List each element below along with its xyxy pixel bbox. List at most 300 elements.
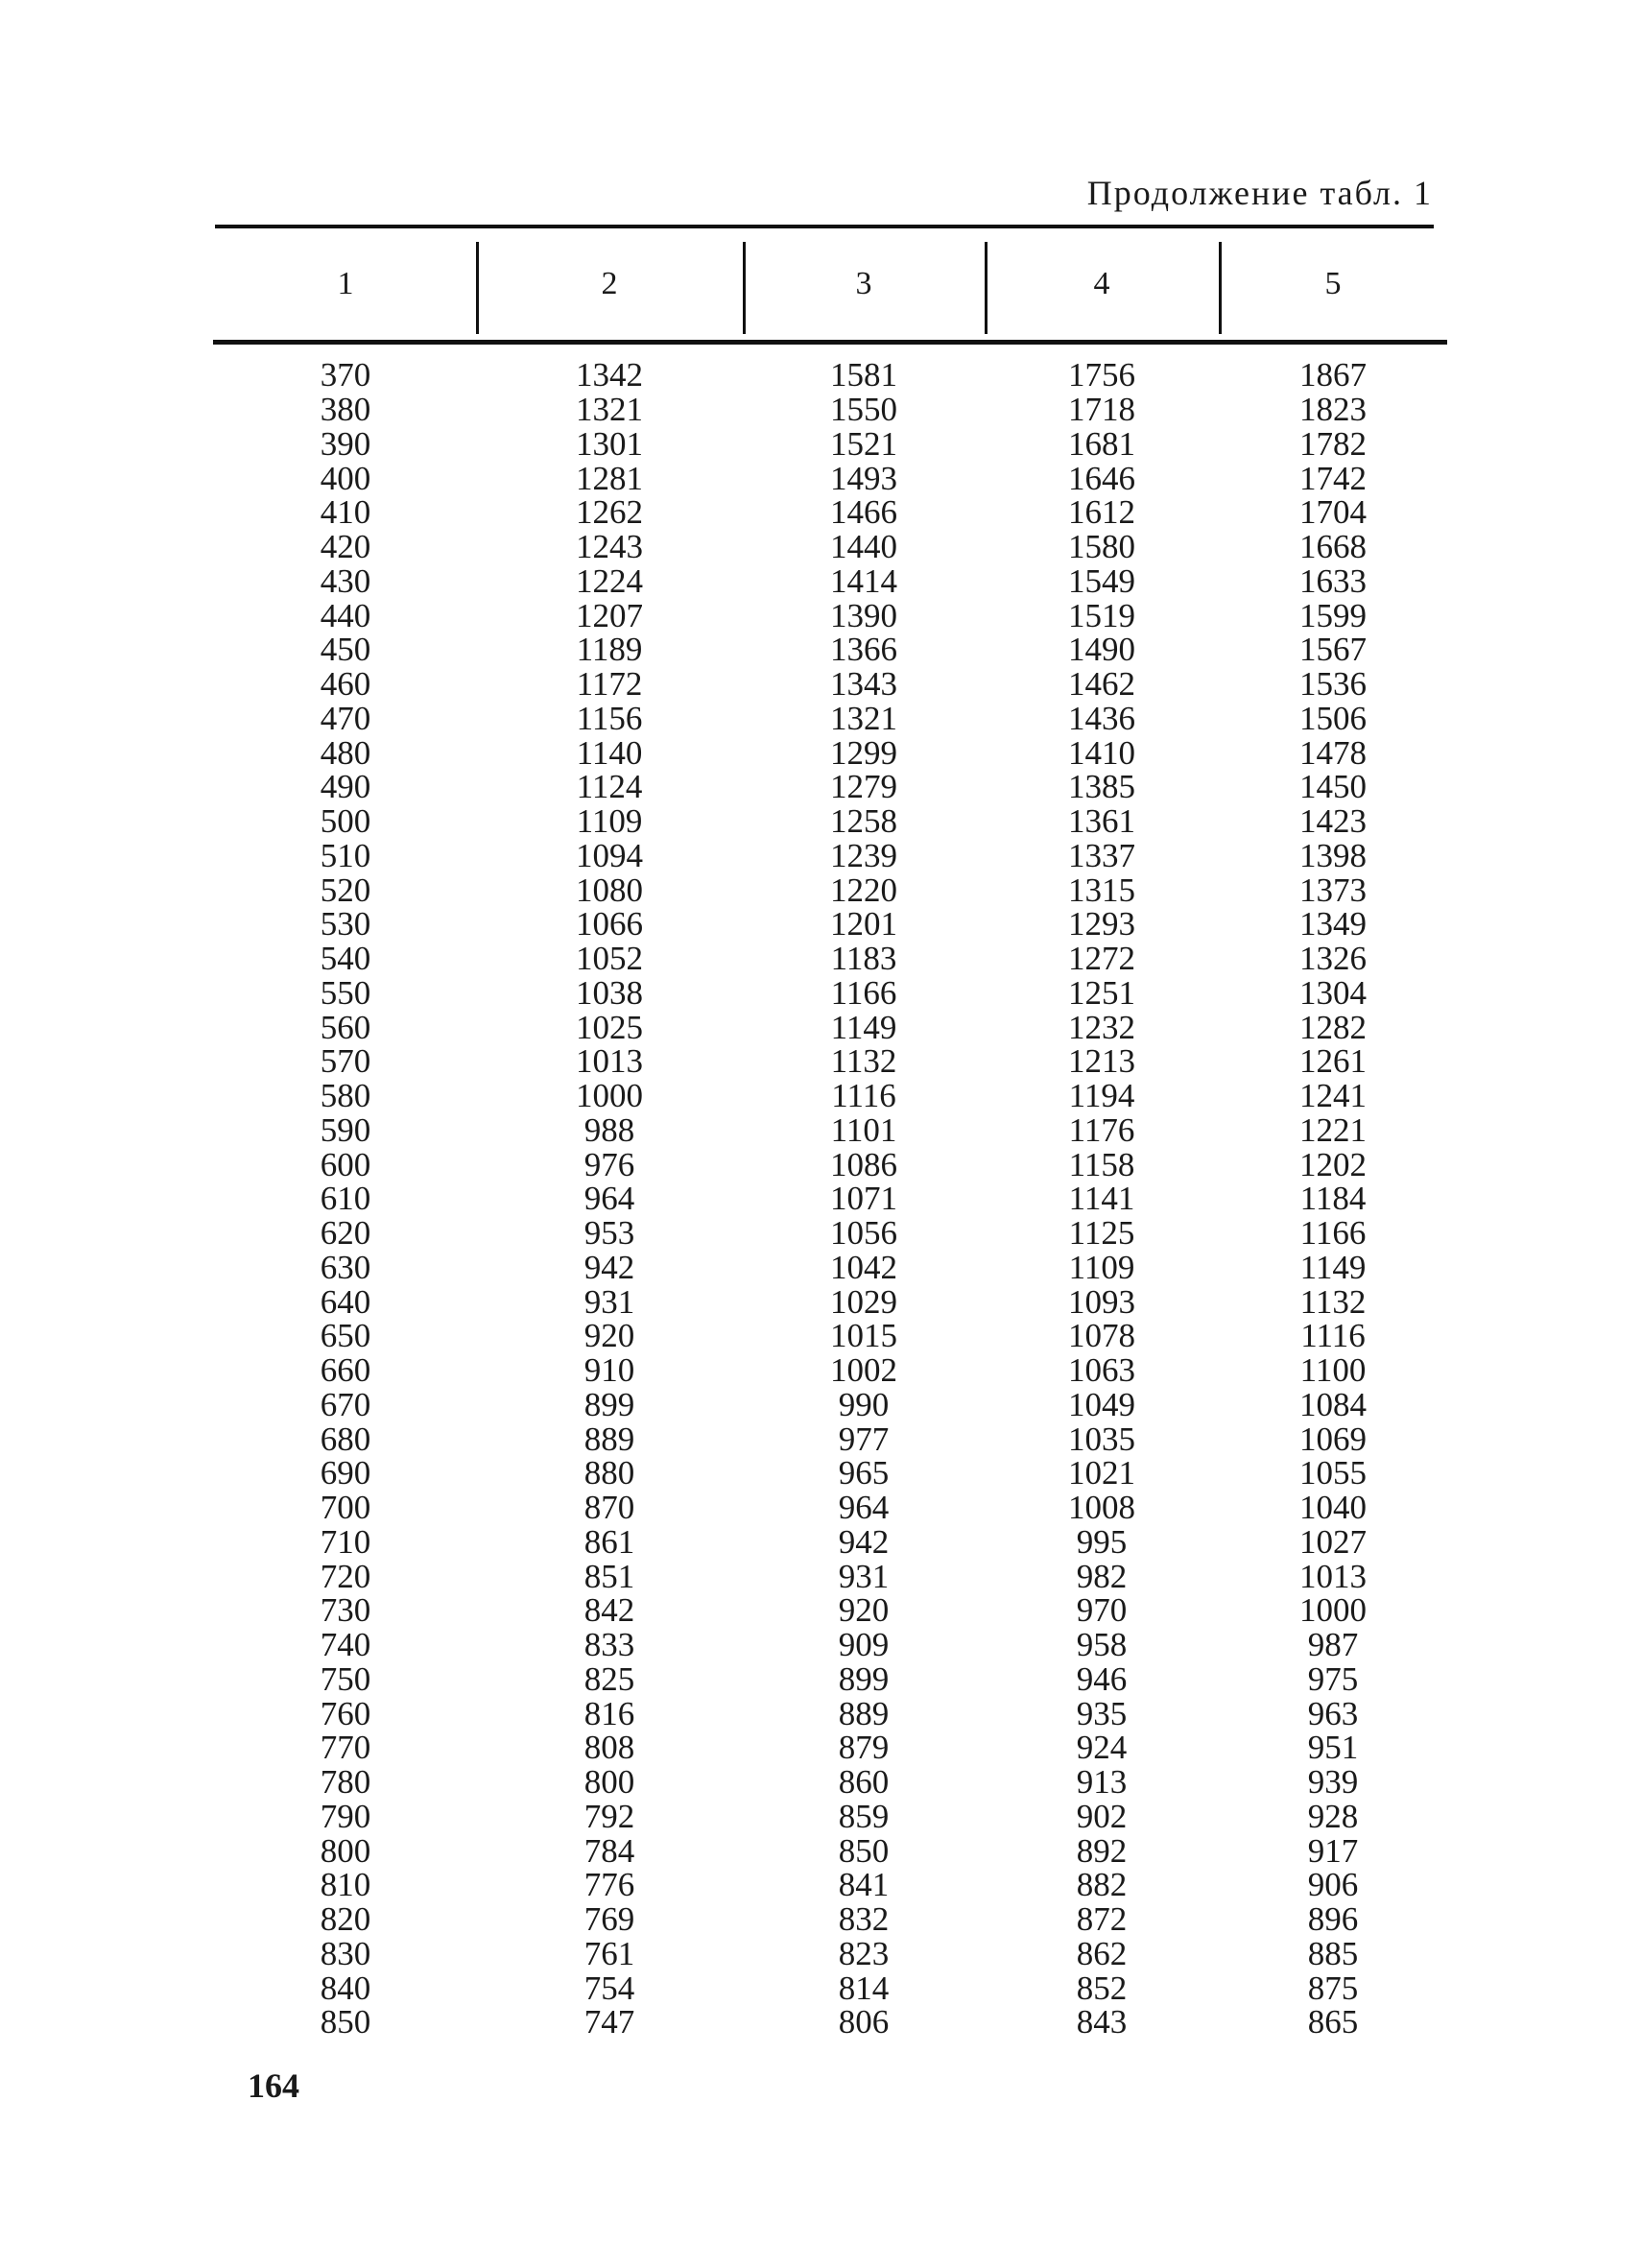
table-row — [215, 1147, 1447, 1182]
table-cell-col-4: 1158 — [1068, 1145, 1135, 1183]
table-cell-col-3: 1493 — [830, 459, 897, 497]
table-cell-col-2: 1080 — [576, 871, 643, 909]
table-cell-col-5: 1282 — [1299, 1008, 1367, 1046]
table-cell-col-5: 987 — [1307, 1626, 1359, 1664]
table-cell-col-3: 1086 — [830, 1145, 897, 1183]
table-cell-col-2: 769 — [583, 1900, 635, 1939]
table-cell-col-1: 560 — [320, 1008, 371, 1046]
table-cell-col-1: 750 — [320, 1659, 371, 1698]
table-cell-col-5: 1149 — [1299, 1248, 1367, 1286]
table-row — [215, 1353, 1447, 1388]
table-cell-col-5: 963 — [1307, 1694, 1359, 1732]
table-cell-col-4: 935 — [1076, 1694, 1128, 1732]
table-row — [215, 633, 1447, 667]
table-cell-col-4: 862 — [1076, 1934, 1128, 1972]
table-cell-col-4: 1436 — [1068, 699, 1135, 737]
table-cell-col-1: 490 — [320, 768, 371, 806]
table-cell-col-3: 1056 — [830, 1214, 897, 1253]
table-cell-col-5: 1221 — [1299, 1110, 1367, 1149]
table-cell-col-2: 1066 — [576, 905, 643, 943]
table-row — [215, 1010, 1447, 1044]
table-cell-col-5: 1116 — [1300, 1317, 1366, 1355]
table-cell-col-1: 710 — [320, 1522, 371, 1561]
table-row — [215, 424, 1447, 463]
table-row — [215, 393, 1447, 427]
table-row — [215, 598, 1447, 633]
table-cell-col-5: 1599 — [1299, 596, 1367, 634]
table-row — [215, 561, 1447, 600]
table-cell-col-1: 480 — [320, 733, 371, 772]
table-cell-col-5: 1202 — [1299, 1145, 1367, 1183]
table-row — [215, 1559, 1447, 1593]
table-row — [215, 1319, 1447, 1353]
table-cell-col-3: 1440 — [830, 528, 897, 566]
table-row — [215, 358, 1447, 393]
table-cell-col-3: 1042 — [830, 1248, 897, 1286]
table-cell-col-2: 1243 — [576, 528, 643, 566]
table-cell-col-2: 899 — [583, 1385, 635, 1423]
table-cell-col-3: 1239 — [830, 836, 897, 874]
table-cell-col-2: 880 — [583, 1454, 635, 1492]
table-cell-col-1: 380 — [320, 391, 371, 429]
table-cell-col-5: 875 — [1307, 1969, 1359, 2007]
table-cell-col-5: 1304 — [1299, 973, 1367, 1012]
table-row — [215, 1110, 1447, 1149]
table-cell-col-3: 1343 — [830, 665, 897, 704]
table-cell-col-5: 975 — [1307, 1659, 1359, 1698]
table-cell-col-2: 825 — [583, 1659, 635, 1698]
table-cell-col-4: 1035 — [1068, 1420, 1135, 1458]
table-cell-col-2: 1156 — [576, 699, 643, 737]
table-row — [215, 1934, 1447, 1972]
column-header-2: 2 — [476, 228, 743, 340]
table-cell-col-2: 920 — [583, 1317, 635, 1355]
table-cell-col-4: 1194 — [1068, 1077, 1135, 1115]
table-cell-col-1: 570 — [320, 1042, 371, 1081]
table-cell-col-5: 1166 — [1299, 1214, 1367, 1253]
table-cell-col-4: 995 — [1076, 1522, 1128, 1561]
table-row — [215, 907, 1447, 942]
table-cell-col-4: 1093 — [1068, 1282, 1135, 1321]
table-cell-col-3: 977 — [838, 1420, 890, 1458]
table-cell-col-4: 924 — [1076, 1729, 1128, 1767]
table-cell-col-4: 882 — [1076, 1866, 1128, 1904]
table-cell-col-4: 1272 — [1068, 940, 1135, 978]
table-cell-col-4: 958 — [1076, 1626, 1128, 1664]
table-cell-col-2: 1224 — [576, 561, 643, 600]
column-header-4: 4 — [985, 228, 1219, 340]
table-cell-col-3: 1366 — [830, 631, 897, 669]
table-cell-col-3: 1183 — [830, 940, 897, 978]
table-cell-col-5: 1241 — [1299, 1077, 1367, 1115]
table-cell-col-1: 650 — [320, 1317, 371, 1355]
table-cell-col-4: 872 — [1076, 1900, 1128, 1939]
table-cell-col-2: 1025 — [576, 1008, 643, 1046]
column-header-3: 3 — [743, 228, 985, 340]
table-cell-col-5: 1536 — [1299, 665, 1367, 704]
table-row — [215, 735, 1447, 770]
table-cell-col-3: 889 — [838, 1694, 890, 1732]
table-cell-col-1: 680 — [320, 1420, 371, 1458]
table-row — [215, 804, 1447, 839]
table-row — [215, 1522, 1447, 1561]
table-row — [215, 1833, 1447, 1868]
table-cell-col-4: 970 — [1076, 1591, 1128, 1630]
table-cell-col-3: 1279 — [830, 768, 897, 806]
table-cell-col-1: 520 — [320, 871, 371, 909]
table-cell-col-2: 747 — [583, 2003, 635, 2041]
table-cell-col-1: 500 — [320, 802, 371, 841]
table-cell-col-2: 976 — [583, 1145, 635, 1183]
table-cell-col-3: 1390 — [830, 596, 897, 634]
table-row — [215, 1182, 1447, 1216]
table-row — [215, 495, 1447, 530]
table-cell-col-4: 982 — [1076, 1557, 1128, 1595]
table-cell-col-2: 1342 — [576, 356, 643, 394]
table-row — [215, 1731, 1447, 1765]
table-row — [215, 1216, 1447, 1251]
table-cell-col-3: 931 — [838, 1557, 890, 1595]
table-cell-col-5: 928 — [1307, 1797, 1359, 1835]
table-cell-col-2: 1000 — [576, 1077, 643, 1115]
table-row — [215, 1868, 1447, 1902]
table-cell-col-4: 1756 — [1068, 356, 1135, 394]
table-cell-col-4: 1462 — [1068, 665, 1135, 704]
table-cell-col-3: 859 — [838, 1797, 890, 1835]
table-row — [215, 1696, 1447, 1731]
table-cell-col-2: 792 — [583, 1797, 635, 1835]
table-row — [215, 1248, 1447, 1286]
table-cell-col-1: 600 — [320, 1145, 371, 1183]
table-cell-col-5: 1000 — [1299, 1591, 1367, 1630]
table-cell-col-1: 540 — [320, 940, 371, 978]
table-cell-col-2: 1094 — [576, 836, 643, 874]
table-cell-col-2: 953 — [583, 1214, 635, 1253]
table-cell-col-5: 896 — [1307, 1900, 1359, 1939]
table-cell-col-2: 754 — [583, 1969, 635, 2007]
table-cell-col-5: 917 — [1307, 1831, 1359, 1870]
table-cell-col-1: 400 — [320, 459, 371, 497]
table-cell-col-3: 1015 — [830, 1317, 897, 1355]
table-cell-col-5: 951 — [1307, 1729, 1359, 1767]
table-cell-col-1: 830 — [320, 1934, 371, 1972]
table-cell-col-5: 1040 — [1299, 1489, 1367, 1527]
table-cell-col-5: 1261 — [1299, 1042, 1367, 1081]
table-cell-col-5: 1055 — [1299, 1454, 1367, 1492]
table-row — [215, 461, 1447, 495]
table-cell-col-3: 1201 — [830, 905, 897, 943]
table-cell-col-5: 1506 — [1299, 699, 1367, 737]
table-row — [215, 1079, 1447, 1113]
table-row — [215, 872, 1447, 907]
table-cell-col-1: 720 — [320, 1557, 371, 1595]
table-cell-col-4: 852 — [1076, 1969, 1128, 2007]
table-caption: Продолжение табл. 1 — [1086, 174, 1433, 212]
table-cell-col-4: 892 — [1076, 1831, 1128, 1870]
table-cell-col-5: 1349 — [1299, 905, 1367, 943]
table-cell-col-1: 440 — [320, 596, 371, 634]
table-cell-col-3: 1414 — [830, 561, 897, 600]
table-cell-col-2: 1301 — [576, 424, 643, 463]
table-cell-col-5: 1423 — [1299, 802, 1367, 841]
table-cell-col-4: 1612 — [1068, 493, 1135, 532]
table-cell-col-4: 1109 — [1068, 1248, 1135, 1286]
table-cell-col-4: 1718 — [1068, 391, 1135, 429]
table-cell-col-5: 1132 — [1299, 1282, 1367, 1321]
table-cell-col-4: 843 — [1076, 2003, 1128, 2041]
table-cell-col-1: 550 — [320, 973, 371, 1012]
table-cell-col-4: 1078 — [1068, 1317, 1135, 1355]
table-cell-col-4: 1008 — [1068, 1489, 1135, 1527]
table-cell-col-3: 909 — [838, 1626, 890, 1664]
table-cell-col-5: 939 — [1307, 1763, 1359, 1802]
table-cell-col-1: 790 — [320, 1797, 371, 1835]
table-cell-col-4: 1315 — [1068, 871, 1135, 909]
table-cell-col-1: 770 — [320, 1729, 371, 1767]
table-row — [215, 2005, 1447, 2040]
table-cell-col-1: 850 — [320, 2003, 371, 2041]
table-cell-col-4: 1176 — [1068, 1110, 1135, 1149]
table-cell-col-3: 1029 — [830, 1282, 897, 1321]
table-cell-col-5: 1867 — [1299, 356, 1367, 394]
table-cell-col-1: 630 — [320, 1248, 371, 1286]
table-cell-col-5: 1823 — [1299, 391, 1367, 429]
table-cell-col-3: 942 — [838, 1522, 890, 1561]
table-cell-col-1: 660 — [320, 1351, 371, 1390]
table-cell-col-3: 1258 — [830, 802, 897, 841]
table-row — [215, 1902, 1447, 1937]
table-cell-col-2: 851 — [583, 1557, 635, 1595]
table-cell-col-2: 784 — [583, 1831, 635, 1870]
table-cell-col-5: 1326 — [1299, 940, 1367, 978]
table-cell-col-4: 1141 — [1068, 1180, 1135, 1218]
table-cell-col-1: 430 — [320, 561, 371, 600]
table-cell-col-4: 1490 — [1068, 631, 1135, 669]
table-cell-col-3: 1321 — [830, 699, 897, 737]
table-cell-col-4: 1646 — [1068, 459, 1135, 497]
table-cell-col-1: 700 — [320, 1489, 371, 1527]
table-cell-col-2: 1124 — [576, 768, 643, 806]
table-cell-col-2: 889 — [583, 1420, 635, 1458]
table-row — [215, 667, 1447, 702]
table-cell-col-5: 885 — [1307, 1934, 1359, 1972]
table-cell-col-4: 1519 — [1068, 596, 1135, 634]
table-cell-col-5: 1633 — [1299, 561, 1367, 600]
table-cell-col-5: 1084 — [1299, 1385, 1367, 1423]
table-cell-col-1: 420 — [320, 528, 371, 566]
table-cell-col-4: 1125 — [1068, 1214, 1135, 1253]
table-cell-col-2: 842 — [583, 1591, 635, 1630]
table-cell-col-3: 965 — [838, 1454, 890, 1492]
table-cell-col-4: 1213 — [1068, 1042, 1135, 1081]
table-cell-col-1: 820 — [320, 1900, 371, 1939]
table-cell-col-3: 806 — [838, 2003, 890, 2041]
table-cell-col-3: 1101 — [830, 1110, 897, 1149]
table-cell-col-1: 760 — [320, 1694, 371, 1732]
table-row — [215, 770, 1447, 804]
table-cell-col-5: 1782 — [1299, 424, 1367, 463]
table-cell-col-2: 861 — [583, 1522, 635, 1561]
table-cell-col-3: 814 — [838, 1969, 890, 2007]
table-cell-col-1: 730 — [320, 1591, 371, 1630]
table-cell-col-2: 816 — [583, 1694, 635, 1732]
table-cell-col-5: 1668 — [1299, 528, 1367, 566]
table-cell-col-5: 906 — [1307, 1866, 1359, 1904]
column-header-1: 1 — [337, 266, 354, 301]
table-row — [215, 1970, 1447, 2005]
table-cell-col-2: 931 — [583, 1282, 635, 1321]
table-cell-col-2: 833 — [583, 1626, 635, 1664]
table-cell-col-4: 902 — [1076, 1797, 1128, 1835]
table-cell-col-4: 1681 — [1068, 424, 1135, 463]
table-cell-col-2: 1052 — [576, 940, 643, 978]
table-cell-col-3: 823 — [838, 1934, 890, 1972]
table-cell-col-2: 1189 — [576, 631, 643, 669]
table-cell-col-2: 1281 — [576, 459, 643, 497]
table-cell-col-4: 1251 — [1068, 973, 1135, 1012]
table-cell-col-3: 1166 — [830, 973, 897, 1012]
table-row — [215, 1628, 1447, 1662]
table-cell-col-2: 1172 — [576, 665, 643, 704]
table-cell-col-5: 1069 — [1299, 1420, 1367, 1458]
table-cell-col-2: 1038 — [576, 973, 643, 1012]
column-header-5: 5 — [1219, 228, 1447, 340]
table-header-row — [215, 228, 1447, 340]
table-cell-col-3: 841 — [838, 1866, 890, 1904]
table-row — [215, 1385, 1447, 1423]
table-cell-col-1: 690 — [320, 1454, 371, 1492]
table-row — [215, 1593, 1447, 1628]
table-cell-col-4: 1337 — [1068, 836, 1135, 874]
table-cell-col-2: 870 — [583, 1489, 635, 1527]
table-cell-col-1: 590 — [320, 1110, 371, 1149]
table-cell-col-3: 1149 — [830, 1008, 897, 1046]
table-row — [215, 1284, 1447, 1319]
table-cell-col-2: 1109 — [576, 802, 643, 841]
table-cell-col-3: 1466 — [830, 493, 897, 532]
table-cell-col-5: 865 — [1307, 2003, 1359, 2041]
table-cell-col-4: 1049 — [1068, 1385, 1135, 1423]
table-cell-col-5: 1184 — [1299, 1180, 1367, 1218]
table-cell-col-2: 761 — [583, 1934, 635, 1972]
table-cell-col-4: 1293 — [1068, 905, 1135, 943]
table-row — [215, 699, 1447, 737]
table-cell-col-2: 800 — [583, 1763, 635, 1802]
table-cell-col-4: 946 — [1076, 1659, 1128, 1698]
table-cell-col-3: 990 — [838, 1385, 890, 1423]
table-cell-col-1: 410 — [320, 493, 371, 532]
table-cell-col-3: 850 — [838, 1831, 890, 1870]
table-cell-col-3: 920 — [838, 1591, 890, 1630]
table-row — [215, 530, 1447, 564]
table-cell-col-3: 1521 — [830, 424, 897, 463]
table-cell-col-5: 1027 — [1299, 1522, 1367, 1561]
table-row — [215, 836, 1447, 874]
table-cell-col-2: 808 — [583, 1729, 635, 1767]
table-cell-col-1: 370 — [320, 356, 371, 394]
table-cell-col-2: 964 — [583, 1180, 635, 1218]
table-cell-col-3: 1550 — [830, 391, 897, 429]
table-row — [215, 1044, 1447, 1079]
table-cell-col-2: 988 — [583, 1110, 635, 1149]
table-cell-col-3: 1116 — [831, 1077, 896, 1115]
table-cell-col-4: 1385 — [1068, 768, 1135, 806]
table-cell-col-1: 470 — [320, 699, 371, 737]
table-cell-col-1: 530 — [320, 905, 371, 943]
table-cell-col-1: 450 — [320, 631, 371, 669]
table-cell-col-3: 1132 — [830, 1042, 897, 1081]
table-cell-col-1: 640 — [320, 1282, 371, 1321]
table-cell-col-3: 879 — [838, 1729, 890, 1767]
table-cell-col-1: 460 — [320, 665, 371, 704]
table-cell-col-1: 810 — [320, 1866, 371, 1904]
table-cell-col-1: 510 — [320, 836, 371, 874]
table-cell-col-4: 1549 — [1068, 561, 1135, 600]
table-cell-col-2: 776 — [583, 1866, 635, 1904]
table-cell-col-4: 1063 — [1068, 1351, 1135, 1390]
table-row — [215, 1765, 1447, 1800]
table-row — [215, 942, 1447, 976]
table-cell-col-4: 913 — [1076, 1763, 1128, 1802]
table-cell-col-1: 390 — [320, 424, 371, 463]
table-row — [215, 1659, 1447, 1698]
table-row — [215, 1421, 1447, 1456]
page-number: 164 — [248, 2066, 299, 2105]
table-cell-col-2: 1207 — [576, 596, 643, 634]
table-cell-col-4: 1410 — [1068, 733, 1135, 772]
table-cell-col-3: 832 — [838, 1900, 890, 1939]
table-cell-col-5: 1704 — [1299, 493, 1367, 532]
table-cell-col-1: 740 — [320, 1626, 371, 1664]
table-cell-col-2: 910 — [583, 1351, 635, 1390]
table-cell-col-1: 620 — [320, 1214, 371, 1253]
table-row — [215, 1797, 1447, 1835]
table-cell-col-1: 780 — [320, 1763, 371, 1802]
table-cell-col-5: 1567 — [1299, 631, 1367, 669]
table-cell-col-5: 1013 — [1299, 1557, 1367, 1595]
table-row — [215, 1456, 1447, 1491]
table-cell-col-3: 1002 — [830, 1351, 897, 1390]
table-cell-col-5: 1478 — [1299, 733, 1367, 772]
table-cell-col-3: 860 — [838, 1763, 890, 1802]
table-cell-col-5: 1100 — [1299, 1351, 1367, 1390]
table-cell-col-5: 1373 — [1299, 871, 1367, 909]
table-cell-col-2: 1321 — [576, 391, 643, 429]
table-cell-col-3: 899 — [838, 1659, 890, 1698]
table-cell-col-2: 1262 — [576, 493, 643, 532]
table-cell-col-1: 670 — [320, 1385, 371, 1423]
table-cell-col-1: 580 — [320, 1077, 371, 1115]
table-cell-col-5: 1398 — [1299, 836, 1367, 874]
table-cell-col-3: 1299 — [830, 733, 897, 772]
table-cell-col-4: 1361 — [1068, 802, 1135, 841]
table-cell-col-2: 942 — [583, 1248, 635, 1286]
table-cell-col-5: 1450 — [1299, 768, 1367, 806]
table-cell-col-4: 1021 — [1068, 1454, 1135, 1492]
table-row — [215, 973, 1447, 1012]
table-cell-col-3: 1220 — [830, 871, 897, 909]
table-cell-col-4: 1580 — [1068, 528, 1135, 566]
table-cell-col-1: 610 — [320, 1180, 371, 1218]
table-cell-col-1: 800 — [320, 1831, 371, 1870]
table-cell-col-5: 1742 — [1299, 459, 1367, 497]
table-cell-col-3: 1581 — [830, 356, 897, 394]
table-cell-col-1: 840 — [320, 1969, 371, 2007]
data-table — [215, 225, 1447, 2040]
table-cell-col-4: 1232 — [1068, 1008, 1135, 1046]
table-cell-col-3: 1071 — [830, 1180, 897, 1218]
table-row — [215, 1491, 1447, 1525]
